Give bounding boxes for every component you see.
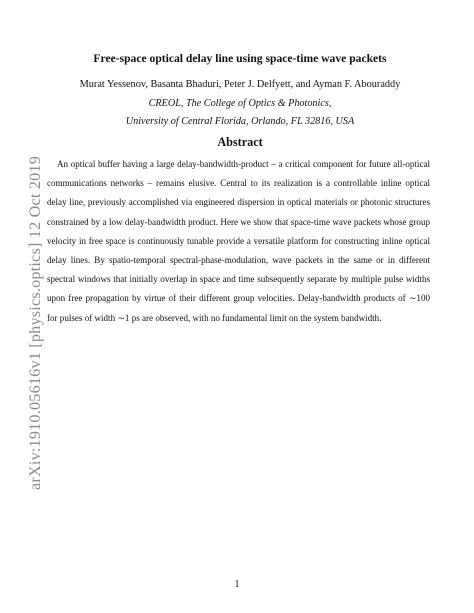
- arxiv-identifier: arXiv:1910.05616v1 [physics.optics] 12 Oct 2019: [26, 155, 44, 490]
- paper-title: Free-space optical delay line using space-time wave packets: [93, 52, 387, 65]
- abstract-heading: Abstract: [217, 135, 263, 149]
- affiliation-line-1: CREOL, The College of Optics & Photonics,: [148, 98, 332, 109]
- abstract-text: An optical buffer having a large delay-bandwidth-product – a critical component for future all-optical communications networks – remains elusive. Central to its realization is a controllable inline optical delay line, previously accomplished via engineered dispersion in optical materials or photonic structures constrained by a low delay-bandwidth product. Here we show that space-time wave packets whose group velocity in free space is continuously tunable provide a versatile platform for constructing inline optical delay lines. By spatio-temporal spectral-phase-modulation, wave packets in the same or in different spectral windows that initially overlap in space and time subsequently separate by multiple pulse widths upon free propagation by virtue of their different group velocities. Delay-bandwidth products of ∼100 for pulses of width ∼1 ps are observed, with no fundamental limit on the system bandwidth.: [47, 159, 430, 323]
- page-number: 1: [234, 579, 240, 590]
- author-list: Murat Yessenov, Basanta Bhaduri, Peter J. Delfyett, and Ayman F. Abouraddy: [79, 79, 401, 90]
- affiliation-line-2: University of Central Florida, Orlando, FL 32816, USA: [125, 116, 355, 127]
- arxiv-stamp: [8, 150, 44, 490]
